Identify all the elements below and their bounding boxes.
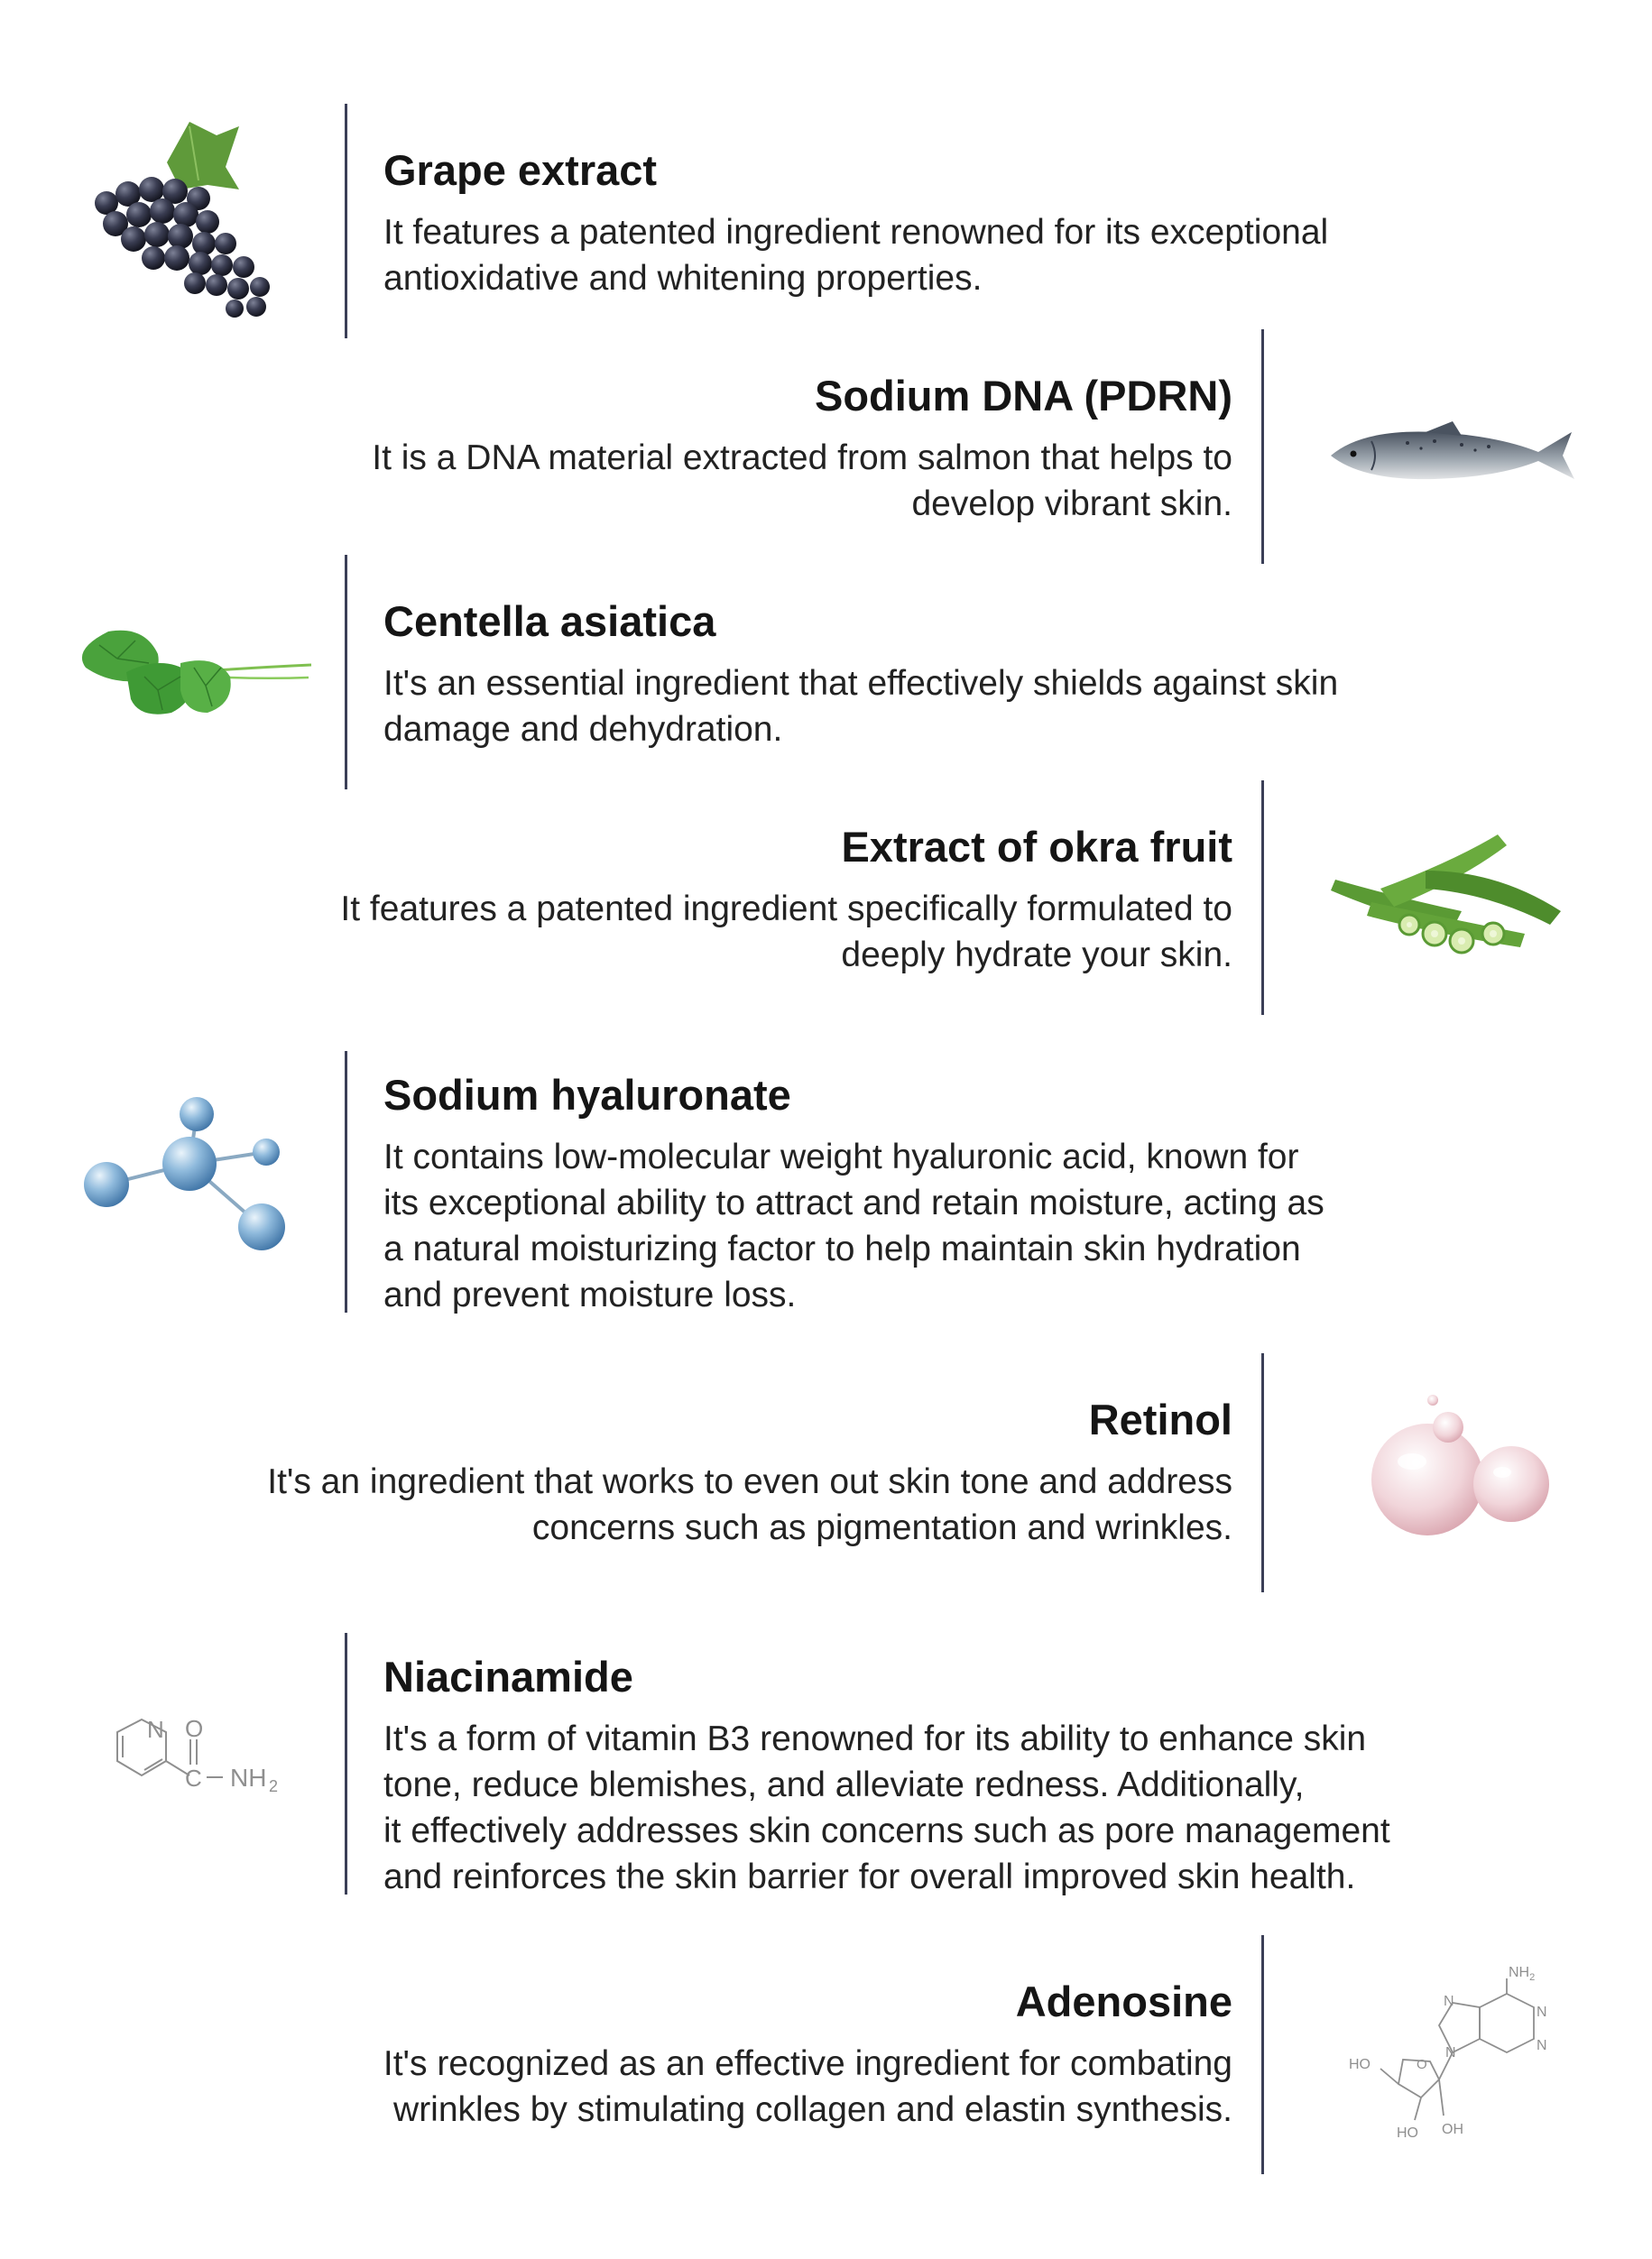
divider-line (1261, 1353, 1264, 1592)
ingredient-sodium-dna (0, 329, 1652, 564)
ingredient-adenosine (0, 1935, 1652, 2174)
formula-nitrogen: N (1537, 2038, 1547, 2053)
formula-nitrogen: N (147, 1716, 164, 1743)
ingredient-title: Sodium hyaluronate (383, 1071, 791, 1119)
ingredient-centella-asiatica (0, 555, 1652, 789)
ingredient-description: It's an ingredient that works to even out skin tone and address concerns such as pigmentation and wrinkles. (267, 1462, 1232, 1547)
okra-icon (1317, 825, 1579, 961)
ingredient-grape-extract (0, 104, 1652, 338)
divider-line (1261, 329, 1264, 564)
divider-line (345, 1051, 347, 1313)
niacinamide-structure-icon (86, 1705, 302, 1813)
molecule-icon (81, 1096, 298, 1268)
divider-line (1261, 780, 1264, 1015)
ingredient-okra-extract (0, 780, 1652, 1015)
ingredient-title: Sodium DNA (PDRN) (814, 372, 1232, 420)
divider-line (1261, 1935, 1264, 2174)
divider-line (345, 104, 347, 338)
formula-oxygen: O (185, 1715, 204, 1742)
ingredient-description: It's an essential ingredient that effectively shields against skin damage and dehydration. (383, 664, 1339, 749)
grape-icon (81, 117, 289, 320)
ingredient-description: It is a DNA material extracted from salmon that helps to develop vibrant skin. (372, 438, 1232, 523)
formula-hydroxyl: HO (1349, 2057, 1371, 2072)
divider-line (345, 1633, 347, 1895)
ingredient-title: Extract of okra fruit (841, 823, 1232, 871)
formula-hydroxyl: HO (1397, 2125, 1418, 2141)
adenosine-structure-icon (1344, 1962, 1565, 2156)
ingredient-description: It features a patented ingredient specifically formulated to deeply hydrate your skin. (340, 890, 1232, 974)
ingredient-sodium-hyaluronate (0, 1051, 1652, 1313)
ingredient-description: It's recognized as an effective ingredient for combating wrinkles by stimulating collagen and elastin synthesis. (383, 2044, 1232, 2129)
ingredient-title: Grape extract (383, 146, 658, 194)
salmon-icon (1326, 420, 1579, 492)
formula-amine: $NH_2$ (1509, 1965, 1536, 1983)
formula-hydroxyl: OH (1442, 2122, 1463, 2137)
ingredient-description: It contains low-molecular weight hyaluronic acid, known for its exceptional ability to attract and retain moisture, acting as a natural moisturizing factor to help maintain skin hydration and prevent moisture loss. (383, 1138, 1324, 1314)
formula-subscript: 2 (269, 1777, 279, 1795)
formula-nitrogen: N (1444, 1994, 1454, 2009)
formula-amine: NH (230, 1764, 267, 1792)
divider-line (345, 555, 347, 789)
formula-nitrogen: N (1537, 2005, 1547, 2020)
bubbles-icon (1349, 1389, 1565, 1561)
ingredient-title: Adenosine (1015, 1978, 1232, 2025)
ingredient-niacinamide (0, 1633, 1652, 1895)
ingredient-retinol (0, 1353, 1652, 1592)
formula-carbon: C (185, 1765, 202, 1792)
ingredient-title: Niacinamide (383, 1653, 633, 1701)
formula-nitrogen: N (1445, 2045, 1456, 2061)
centella-leaf-icon (72, 627, 316, 726)
ingredient-description: It features a patented ingredient renowned for its exceptional antioxidative and whitening properties. (383, 213, 1329, 298)
ingredient-title: Centella asiatica (383, 597, 716, 645)
formula-oxygen: O (1417, 2057, 1427, 2072)
ingredient-description: It's a form of vitamin B3 renowned for its ability to enhance skin tone, reduce blemishes, and alleviate redness. Additionally, it effectively addresses skin concerns such as pore management and reinforces the skin barrier for overall improved skin health. (383, 1720, 1390, 1896)
ingredient-title: Retinol (1088, 1396, 1232, 1443)
